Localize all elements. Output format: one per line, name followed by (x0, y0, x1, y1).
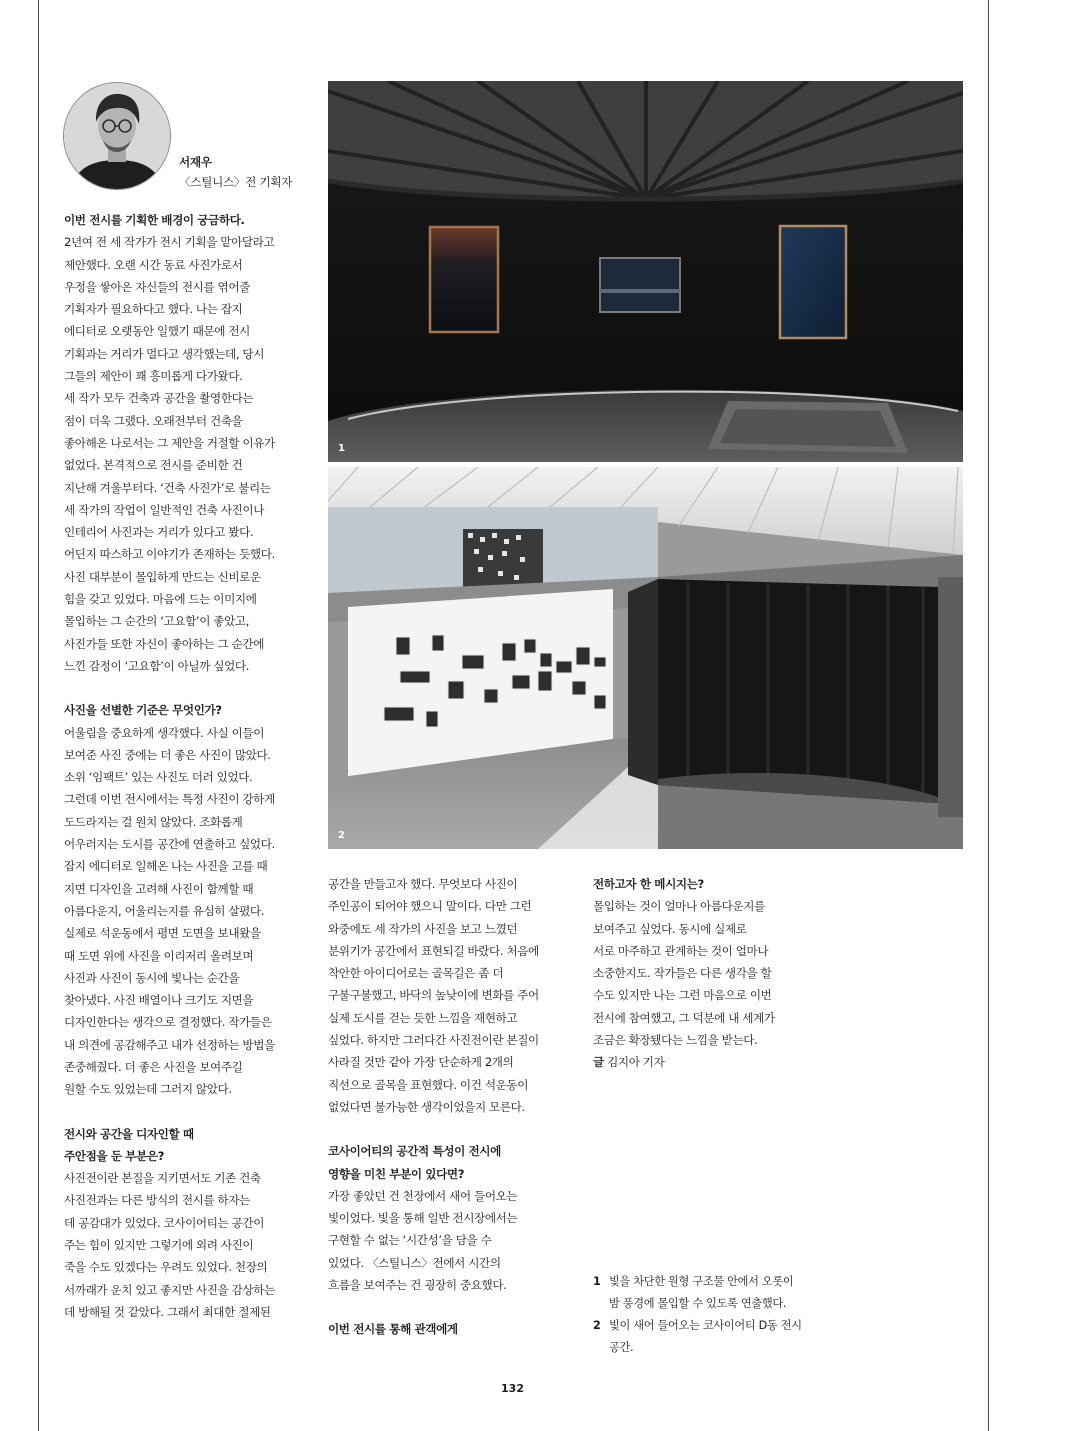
body-line: 실제로 석운동에서 평면 도면을 보내왔을 (64, 926, 261, 941)
body-line: 2년여 전 세 작가가 전시 기획을 맡아달라고 (64, 235, 275, 250)
profile-name: 서재우 (179, 155, 212, 169)
photo-2-number: 2 (338, 830, 345, 841)
body-line: 힘을 갖고 있었다. 마음에 드는 이미지에 (64, 592, 257, 607)
caption-item (593, 1271, 833, 1315)
body-line: 지난해 겨울부터다. ‘건축 사진가’로 불리는 (64, 480, 271, 495)
body-line: 잡지 에디터로 일해온 나는 사진을 고를 때 (64, 859, 268, 874)
author-credit (593, 1051, 833, 1073)
body-line: 사진과 사진이 동시에 빛나는 순간을 (64, 970, 240, 985)
body-line: 전시에 참여했고, 그 덕분에 내 세계가 (593, 1010, 775, 1025)
body-line: 우정을 쌓아온 자신들의 전시를 엮어줄 (64, 279, 250, 294)
question-heading: 영향을 미친 부분이 있다면? (328, 1166, 465, 1181)
body-line: 데 공감대가 있었다. 코사이어티는 공간이 (64, 1215, 265, 1230)
page-number: 132 (501, 1382, 524, 1395)
body-line: 사라질 것만 같아 가장 단순하게 2개의 (328, 1055, 514, 1070)
body-line: 빛이었다. 빛을 통해 일반 전시장에서는 (328, 1211, 518, 1226)
body-line: 실제 도시를 걷는 듯한 느낌을 재현하고 (328, 1010, 518, 1025)
body-line: 세 작가의 작업이 일반적인 건축 사진이나 (64, 502, 265, 517)
body-line: 점이 더욱 그랬다. 오래전부터 건축을 (64, 413, 243, 428)
paragraph-gap (64, 1101, 309, 1123)
article-column-1 (64, 209, 309, 1323)
body-line: 구불구불했고, 바닥의 높낮이에 변화를 주어 (328, 988, 539, 1003)
article-column-3 (593, 873, 833, 1074)
caption-item (593, 1315, 833, 1359)
caption-text: 공간. (609, 1341, 634, 1354)
credit-name: 김지아 기자 (607, 1055, 665, 1070)
body-line: 공간을 만들고자 했다. 무엇보다 사진이 (328, 877, 518, 891)
body-line: 싶었다. 하지만 그러다간 사진전이란 본질이 (328, 1033, 539, 1048)
body-line: 어우러지는 도시를 공간에 연출하고 싶었다. (64, 837, 275, 852)
profile-role: 〈스틸니스〉전 기획자 (179, 175, 293, 189)
body-line: 소중한지도. 작가들은 다른 생각을 할 (593, 966, 772, 981)
photo-captions (593, 1271, 833, 1359)
photo-2-bright-gallery (328, 467, 963, 849)
body-line: 어울림을 중요하게 생각했다. 사실 이들이 (64, 725, 265, 740)
photo-1-dark-gallery (328, 81, 963, 462)
body-line: 보여주고 싶었다. 동시에 실제로 (593, 921, 747, 936)
body-line: 존중해줬다. 더 좋은 사진을 보여주길 (64, 1059, 243, 1074)
body-line: 찾아냈다. 사진 배열이나 크기도 지면을 (64, 993, 254, 1008)
body-line: 조금은 확장됐다는 느낌을 받는다. (593, 1033, 758, 1048)
body-line: 사진전이란 본질을 지키면서도 기존 건축 (64, 1171, 261, 1186)
body-line: 아름다운지, 어울리는지를 유심히 살폈다. (64, 903, 265, 918)
body-line: 세 작가 모두 건축과 공간을 촬영한다는 (64, 391, 254, 406)
body-line: 기획자가 필요하다고 했다. 나는 잡지 (64, 302, 243, 317)
body-line: 주는 힘이 있지만 그렇기에 외려 사진이 (64, 1238, 254, 1253)
paragraph-gap (64, 677, 309, 699)
body-line: 죽을 수도 있겠다는 우려도 있었다. 천장의 (64, 1260, 268, 1275)
body-line: 그런데 이번 전시에서는 특정 사진이 강하게 (64, 792, 275, 807)
caption-number: 2 (593, 1319, 601, 1332)
body-line: 가장 좋았던 건 천장에서 새어 들어오는 (328, 1188, 518, 1203)
body-line: 도드라지는 걸 원치 않았다. 조화롭게 (64, 814, 243, 829)
body-line: 원할 수도 있었는데 그러지 않았다. (64, 1082, 232, 1097)
caption-text: 빛이 새어 들어오는 코사이어티 D동 전시 (609, 1319, 802, 1332)
question-heading: 주안점을 둔 부분은? (64, 1148, 164, 1163)
body-line: 있었다. 〈스틸니스〉전에서 시간의 (328, 1255, 501, 1270)
body-line: 사진가들 또한 자신이 좋아하는 그 순간에 (64, 636, 265, 651)
body-line: 서로 마주하고 관계하는 것이 얼마나 (593, 943, 769, 958)
body-line: 기획과는 거리가 멀다고 생각했는데, 당시 (64, 346, 265, 361)
question-heading: 이번 전시를 기획한 배경이 궁금하다. (64, 213, 245, 227)
question-heading: 이번 전시를 통해 관객에게 (328, 1322, 458, 1337)
body-line: 때 도면 위에 사진을 이리저리 올려보며 (64, 948, 254, 963)
body-line: 사진전과는 다른 방식의 전시를 하자는 (64, 1193, 250, 1208)
caption-number: 1 (593, 1275, 601, 1288)
body-line: 디자인한다는 생각으로 결정했다. 작가들은 (64, 1015, 272, 1030)
body-line: 주인공이 되어야 했으니 말이다. 다만 그런 (328, 899, 532, 914)
body-line: 와중에도 세 작가의 사진을 보고 느꼈던 (328, 921, 518, 936)
body-line: 몰입하는 것이 얼마나 아름다운지를 (593, 899, 765, 914)
profile-byline (179, 152, 292, 192)
caption-text: 밤 풍경에 몰입할 수 있도록 연출했다. (609, 1297, 787, 1310)
caption-text: 빛을 차단한 원형 구조물 안에서 오롯이 (609, 1275, 794, 1288)
body-line: 에디터로 오랫동안 일했기 때문에 전시 (64, 324, 250, 339)
body-line: 구현할 수 없는 ‘시간성’을 담을 수 (328, 1233, 492, 1248)
body-line: 인테리어 사진과는 거리가 있다고 봤다. (64, 525, 254, 540)
photo-1-number: 1 (338, 443, 345, 454)
body-line: 흐름을 보여주는 건 굉장히 중요했다. (328, 1278, 507, 1293)
body-line: 착안한 아이디어로는 골목길은 좀 더 (328, 966, 504, 981)
body-line: 사진 대부분이 몰입하게 만드는 신비로운 (64, 569, 261, 584)
right-margin-rule (988, 0, 989, 1431)
body-line: 소위 ‘임팩트’ 있는 사진도 더러 있었다. (64, 770, 253, 785)
body-line: 서까래가 운치 있고 좋지만 사진을 감상하는 (64, 1282, 275, 1297)
question-heading: 사진을 선별한 기준은 무엇인가? (64, 703, 222, 718)
paragraph-gap (328, 1296, 573, 1318)
left-margin-rule (38, 0, 39, 1431)
body-line: 어딘지 따스하고 이야기가 존재하는 듯했다. (64, 547, 275, 562)
body-line: 좋아해온 나로서는 그 제안을 거절할 이유가 (64, 435, 275, 450)
body-line: 내 의견에 공감해주고 내가 선정하는 방법을 (64, 1037, 275, 1052)
question-heading: 코사이어티의 공간적 특성이 전시에 (328, 1144, 501, 1159)
question-heading: 전하고자 한 메시지는? (593, 877, 704, 891)
body-line: 몰입하는 그 순간의 ‘고요함’이 좋았고, (64, 614, 249, 629)
body-line: 분위기가 공간에서 표현되길 바랐다. 처음에 (328, 943, 539, 958)
paragraph-gap (328, 1118, 573, 1140)
body-line: 제안했다. 오랜 시간 동료 사진가로서 (64, 257, 243, 272)
question-heading: 전시와 공간을 디자인할 때 (64, 1126, 194, 1141)
article-column-2 (328, 873, 573, 1341)
body-line: 보여준 사진 중에는 더 좋은 사진이 많았다. (64, 747, 271, 762)
body-line: 그들의 제안이 꽤 흥미롭게 다가왔다. (64, 369, 243, 384)
credit-label: 글 (593, 1055, 604, 1070)
body-line: 없었다면 불가능한 생각이었을지 모른다. (328, 1099, 525, 1114)
body-line: 직선으로 골목을 표현했다. 이건 석운동이 (328, 1077, 529, 1092)
body-line: 지면 디자인을 고려해 사진이 함께할 때 (64, 881, 254, 896)
body-line: 데 방해될 것 같았다. 그래서 최대한 절제된 (64, 1304, 271, 1319)
profile-avatar (63, 82, 171, 190)
body-line: 없었다. 본격적으로 전시를 준비한 건 (64, 458, 243, 473)
body-line: 수도 있지만 나는 그런 마음으로 이번 (593, 988, 772, 1003)
body-line: 느낀 감정이 ‘고요함’이 아닐까 싶었다. (64, 658, 249, 673)
